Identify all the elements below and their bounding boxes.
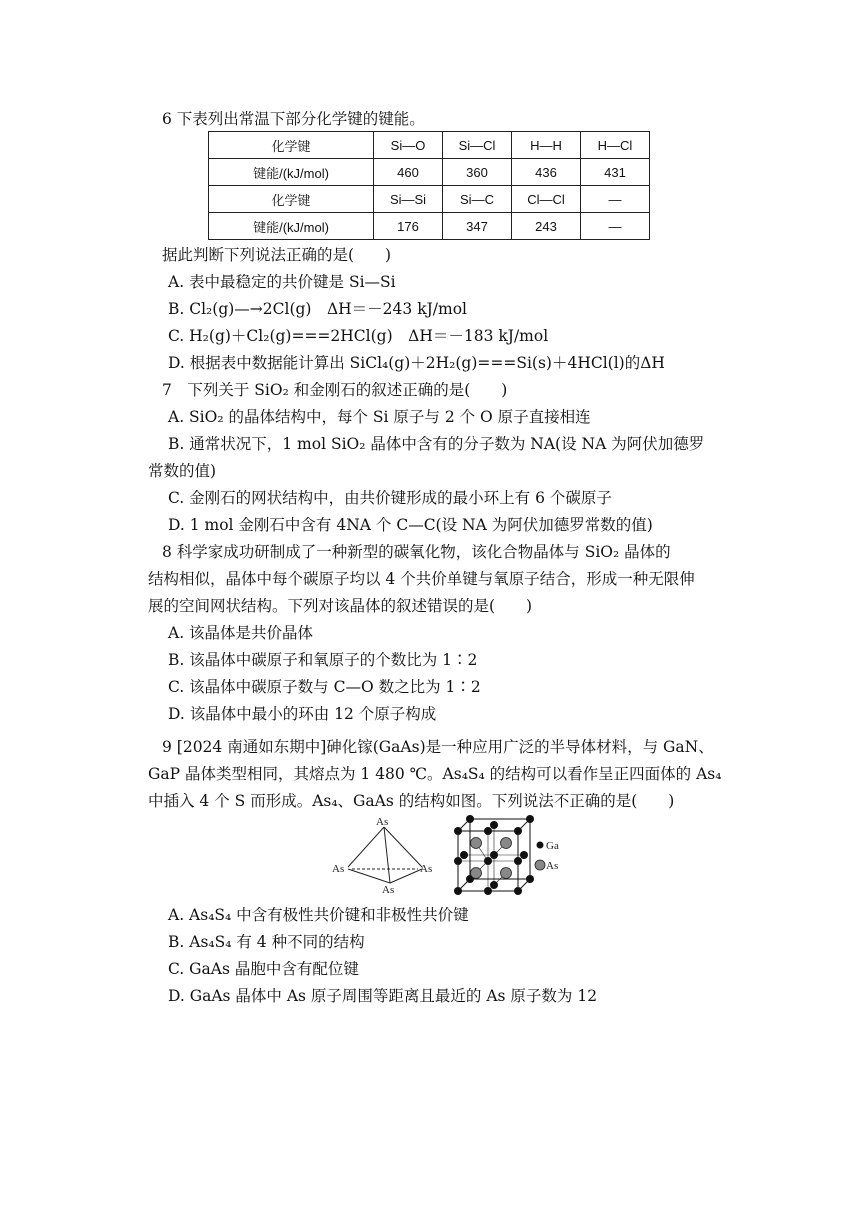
table-cell: 243: [512, 213, 581, 240]
q8-option-b: B. 该晶体中碳原子和氧原子的个数比为 1∶2: [168, 651, 478, 669]
q7-option-b: B. 通常状况下，1 mol SiO₂ 晶体中含有的分子数为 NA(设 NA 为阿伏加德罗: [168, 435, 705, 453]
table-cell: H—Cl: [581, 132, 650, 159]
table-cell: —: [581, 186, 650, 213]
gaas-unit-cell-figure: [446, 815, 566, 897]
table-cell: Si—O: [374, 132, 443, 159]
table-cell: Si—Cl: [443, 132, 512, 159]
q7-stem: 7 下列关于 SiO₂ 和金刚石的叙述正确的是( ): [162, 381, 508, 399]
table-cell: 360: [443, 159, 512, 186]
table-row: [209, 159, 650, 186]
table-cell: 化学键: [209, 186, 374, 213]
as-legend-marker: [535, 860, 545, 870]
q7-option-b-cont: 常数的值): [148, 462, 217, 480]
q8-option-d: D. 该晶体中最小的环由 12 个原子构成: [168, 705, 437, 723]
table-cell: 键能/(kJ/mol): [209, 159, 374, 186]
q6-option-b: B. Cl₂(g)—→2Cl(g) ΔH＝－243 kJ/mol: [168, 300, 468, 318]
q9-stem-line2: GaP 晶体类型相同，其熔点为 1 480 ℃。As₄S₄ 的结构可以看作呈正四面体的 As₄: [148, 765, 722, 783]
as-atoms: [471, 838, 512, 879]
q7-option-a: A. SiO₂ 的晶体结构中，每个 Si 原子与 2 个 O 原子直接相连: [168, 408, 591, 426]
as-atom-label-top: As: [376, 816, 389, 828]
q9-stem-line1: 9 [2024 南通如东期中]砷化镓(GaAs)是一种应用广泛的半导体材料，与 GaN、: [162, 738, 714, 756]
as-atom-label-bottom: As: [382, 884, 395, 896]
table-cell: 460: [374, 159, 443, 186]
table-cell: 431: [581, 159, 650, 186]
q6-option-d: D. 根据表中数据能计算出 SiCl₄(g)＋2H₂(g)===Si(s)＋4HCl(l)的ΔH: [168, 354, 665, 372]
q9-stem-line3: 中插入 4 个 S 而形成。As₄、GaAs 的结构如图。下列说法不正确的是( ): [148, 792, 675, 810]
q7-option-d: D. 1 mol 金刚石中含有 4NA 个 C—C(设 NA 为阿伏加德罗常数的值): [168, 516, 653, 534]
q6-option-a: A. 表中最稳定的共价键是 Si—Si: [168, 273, 396, 291]
table-cell: Si—C: [443, 186, 512, 213]
table-cell: —: [581, 213, 650, 240]
q6-stem: 6 下表列出常温下部分化学键的键能。: [162, 110, 425, 128]
q9-option-b: B. As₄S₄ 有 4 种不同的结构: [168, 933, 365, 951]
q6-option-c: C. H₂(g)＋Cl₂(g)===2HCl(g) ΔH＝－183 kJ/mol: [168, 327, 549, 345]
bond-energy-table: [208, 131, 650, 240]
as-atom-label-right: As: [420, 863, 433, 875]
q8-option-a: A. 该晶体是共价晶体: [168, 624, 314, 642]
q7-option-c: C. 金刚石的网状结构中，由共价键形成的最小环上有 6 个碳原子: [168, 489, 612, 507]
q9-option-d: D. GaAs 晶体中 As 原子周围等距离且最近的 As 原子数为 12: [168, 987, 598, 1005]
table-cell: 化学键: [209, 132, 374, 159]
ga-legend-label: Ga: [546, 840, 559, 852]
q6-prompt: 据此判断下列说法正确的是( ): [162, 246, 392, 264]
q8-stem-line2: 结构相似，晶体中每个碳原子均以 4 个共价单键与氧原子结合，形成一种无限伸: [148, 570, 695, 588]
table-cell: 176: [374, 213, 443, 240]
q8-stem-line3: 展的空间网状结构。下列对该晶体的叙述错误的是( ): [148, 597, 533, 615]
table-cell: 键能/(kJ/mol): [209, 213, 374, 240]
as-atom-label-left: As: [332, 863, 345, 875]
q9-option-c: C. GaAs 晶胞中含有配位键: [168, 960, 359, 978]
as-legend-label: As: [546, 860, 559, 872]
table-row: [209, 186, 650, 213]
table-cell: 347: [443, 213, 512, 240]
table-cell: Cl—Cl: [512, 186, 581, 213]
table-row: [209, 132, 650, 159]
table-cell: Si—Si: [374, 186, 443, 213]
table-row: [209, 213, 650, 240]
q9-option-a: A. As₄S₄ 中含有极性共价键和非极性共价键: [168, 906, 469, 924]
q8-stem-line1: 8 科学家成功研制成了一种新型的碳氧化物，该化合物晶体与 SiO₂ 晶体的: [162, 543, 671, 561]
as4-tetrahedron-figure: [330, 815, 438, 897]
table-cell: 436: [512, 159, 581, 186]
q8-option-c: C. 该晶体中碳原子数与 C—O 数之比为 1∶2: [168, 678, 481, 696]
ga-legend-marker: [537, 842, 544, 849]
table-cell: H—H: [512, 132, 581, 159]
